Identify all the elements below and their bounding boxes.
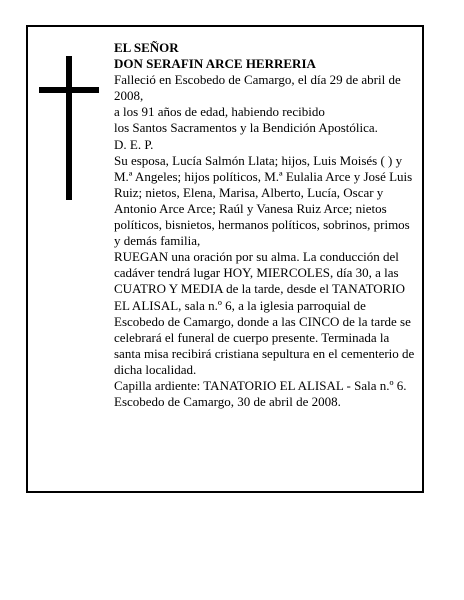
notice-text <box>114 40 419 410</box>
deceased-name: DON SERAFIN ARCE HERRERIA <box>114 56 316 72</box>
age-statement: a los 91 años de edad, habiendo recibido <box>114 104 325 120</box>
sacraments-statement: los Santos Sacramentos y la Bendición Apostólica. <box>114 120 378 136</box>
chapel-statement: Capilla ardiente: TANATORIO EL ALISAL - Sala n.º 6. <box>114 377 407 393</box>
cross-vertical-bar <box>66 56 72 200</box>
cross-icon <box>39 56 99 200</box>
funeral-request-paragraph: RUEGAN una oración por su alma. La conducción del cadáver tendrá lugar HOY, MIERCOLES, día 30, a las CUATRO Y MEDIA de la tarde, desde el TANATORIO EL ALISAL, sala n.º 6, a la iglesia parroquial de Escobedo de Camargo, donde a las CINCO de la tarde se celebrará el funeral de cuerpo presente. Terminada la santa misa recibirá cristiana sepultura en el cementerio de dicha localidad. <box>114 249 415 377</box>
cross-horizontal-bar <box>39 87 99 93</box>
place-date-line: Escobedo de Camargo, 30 de abril de 2008. <box>114 394 341 410</box>
death-statement: Falleció en Escobedo de Camargo, el día 29 de abril de 2008, <box>114 72 401 104</box>
family-paragraph: Su esposa, Lucía Salmón Llata; hijos, Luis Moisés ( ) y M.ª Angeles; hijos políticos, M.ª Eulalia Arce y José Luis Ruiz; nietos, Elena, Marisa, Alberto, Lucía, Oscar y Antonio Arce Arce; Raúl y Vanesa Ruiz Arce; nietos políticos, bisnietos, hermanos políticos, sobrinos, primos y demás familia, <box>114 152 413 249</box>
obituary-notice <box>26 25 424 493</box>
rest-in-peace: D. E. P. <box>114 136 154 152</box>
notice-heading-title: EL SEÑOR <box>114 40 179 55</box>
